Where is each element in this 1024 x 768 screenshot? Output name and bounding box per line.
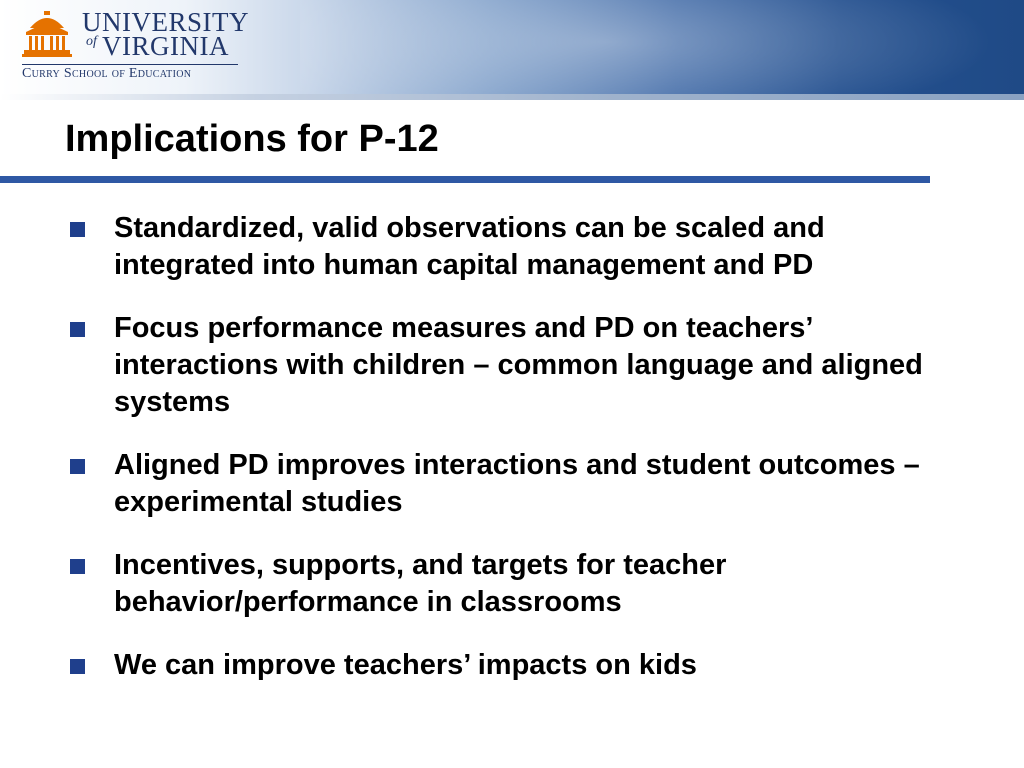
bullet-text: Focus performance measures and PD on teachers’ interactions with children – common language and aligned systems xyxy=(114,312,923,418)
logo-virginia-text: VIRGINIA xyxy=(102,31,229,61)
logo-divider xyxy=(22,64,238,65)
square-bullet-icon xyxy=(70,559,85,574)
bullet-item xyxy=(0,310,1024,421)
university-logo xyxy=(20,6,250,90)
bullet-text: We can improve teachers’ impacts on kids xyxy=(114,649,697,681)
banner-sheen xyxy=(300,0,1024,100)
header-banner xyxy=(0,0,1024,100)
square-bullet-icon xyxy=(70,222,85,237)
bullet-item xyxy=(0,447,1024,521)
logo-university-text: UNIVERSITY xyxy=(82,7,249,37)
square-bullet-icon xyxy=(70,659,85,674)
rotunda-logo-icon xyxy=(22,8,72,58)
bullet-item xyxy=(0,547,1024,621)
bullet-text: Incentives, supports, and targets for teacher behavior/performance in classrooms xyxy=(114,549,727,618)
banner-bottom-band xyxy=(0,94,1024,100)
logo-school-text: Curry School of Education xyxy=(22,66,192,81)
slide-title: Implications for P-12 xyxy=(65,118,439,160)
bullet-text: Aligned PD improves interactions and student outcomes – experimental studies xyxy=(114,449,920,518)
bullet-text: Standardized, valid observations can be scaled and integrated into human capital management and PD xyxy=(114,212,825,281)
bullet-item xyxy=(0,210,1024,284)
square-bullet-icon xyxy=(70,322,85,337)
title-underline xyxy=(0,176,930,183)
square-bullet-icon xyxy=(70,459,85,474)
bullet-list xyxy=(0,210,1024,710)
bullet-item xyxy=(0,647,1024,684)
logo-of-text: of xyxy=(86,34,97,49)
